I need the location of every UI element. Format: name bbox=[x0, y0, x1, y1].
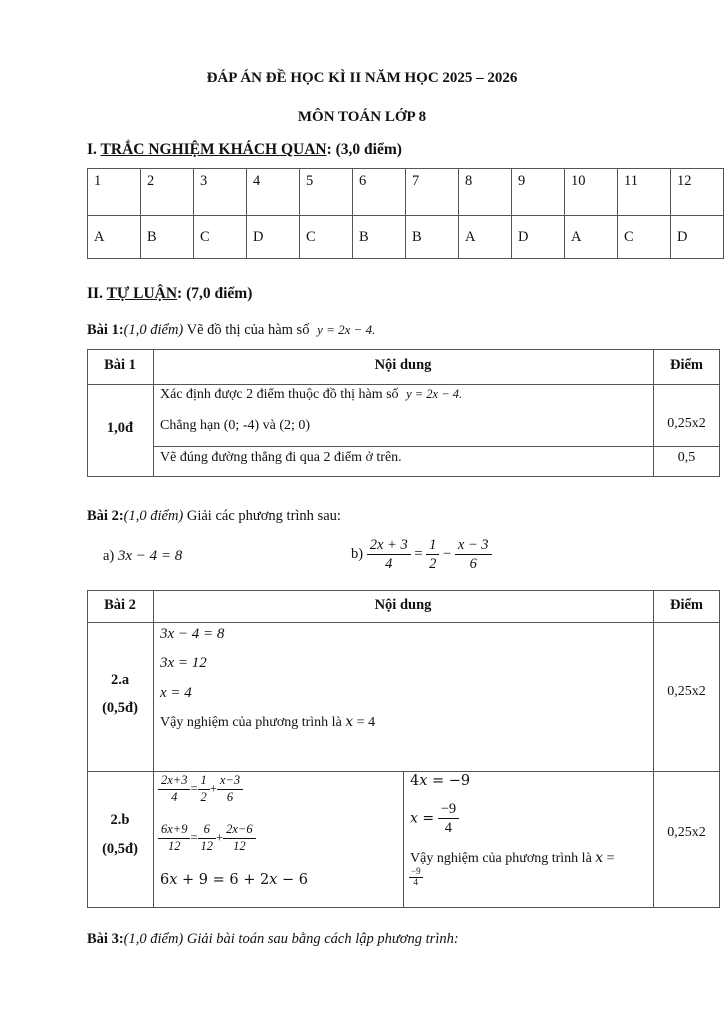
row-text: Xác định được 2 điểm thuộc đồ thị hàm số bbox=[160, 387, 399, 402]
section-2-points: : (7,0 điểm) bbox=[177, 285, 253, 302]
row-score: 0,25x2 bbox=[667, 684, 706, 699]
denominator: 6 bbox=[226, 789, 234, 804]
solution-step: 4𝑥 = −9 bbox=[410, 773, 471, 789]
problem-3-text: (1,0 điểm) Giải bài toán sau bằng cách lập phương trình: bbox=[123, 931, 459, 947]
problem-1-statement bbox=[87, 322, 375, 339]
section-2-title: TỰ LUẬN bbox=[106, 285, 178, 302]
denominator: 4 bbox=[385, 556, 393, 573]
question-number: 8 bbox=[459, 169, 512, 216]
solution-step bbox=[158, 773, 243, 805]
answer-cell: D bbox=[671, 216, 724, 259]
denominator: 2 bbox=[429, 556, 437, 573]
denominator: 4 bbox=[413, 876, 419, 887]
answer-key-table bbox=[87, 168, 724, 259]
row-formula: y = 2x − 4. bbox=[406, 387, 463, 401]
question-number: 9 bbox=[512, 169, 565, 216]
section-1-points: : (3,0 điểm) bbox=[326, 141, 402, 158]
part-2a-points: (0,5đ) bbox=[102, 700, 138, 716]
problem-1-col-header: Bài 1 bbox=[104, 357, 136, 373]
problem-3-statement bbox=[87, 931, 459, 948]
problem-1-formula: y = 2x − 4. bbox=[317, 322, 376, 337]
fraction bbox=[438, 800, 459, 837]
answer-row bbox=[88, 216, 724, 259]
page-subtitle: MÔN TOÁN LỚP 8 bbox=[297, 109, 427, 125]
numerator: −9 bbox=[438, 800, 459, 819]
equals-sign: = bbox=[414, 546, 423, 563]
solution-step: 6𝑥 + 9 = 6 + 2𝑥 − 6 bbox=[160, 872, 308, 888]
fraction bbox=[409, 867, 423, 888]
fraction bbox=[367, 536, 411, 573]
fraction bbox=[158, 773, 190, 805]
denominator: 12 bbox=[233, 838, 246, 853]
fraction bbox=[426, 536, 439, 573]
numerator: x−3 bbox=[217, 773, 243, 790]
answer-cell: C bbox=[194, 216, 247, 259]
question-number: 4 bbox=[247, 169, 300, 216]
numerator: −9 bbox=[411, 866, 421, 876]
content-col-header: Nội dung bbox=[374, 357, 432, 373]
denominator: 2 bbox=[200, 789, 207, 804]
question-number: 12 bbox=[671, 169, 724, 216]
problem-2-label: Bài 2: bbox=[87, 508, 124, 524]
section-1-prefix: I. bbox=[87, 141, 97, 158]
table-divider bbox=[653, 590, 654, 908]
section-2-prefix: II. bbox=[87, 285, 103, 302]
fraction bbox=[223, 822, 255, 854]
table-divider bbox=[153, 590, 154, 908]
solution-step bbox=[158, 822, 256, 854]
fraction bbox=[158, 822, 190, 854]
question-number: 2 bbox=[141, 169, 194, 216]
table-divider bbox=[87, 384, 720, 385]
fraction bbox=[198, 822, 217, 854]
section-1-title: TRẮC NGHIỆM KHÁCH QUAN bbox=[100, 141, 327, 158]
equation-text: 3x − 4 = 8 bbox=[117, 548, 183, 564]
row-score: 0,25x2 bbox=[667, 416, 706, 431]
plus-sign: + bbox=[216, 830, 224, 845]
solution-step: 3x = 12 bbox=[160, 655, 207, 671]
answer-cell: A bbox=[565, 216, 618, 259]
problem-2-col-header: Bài 2 bbox=[104, 597, 136, 613]
score-col-header: Điểm bbox=[669, 597, 703, 613]
table-divider bbox=[153, 446, 720, 447]
problem-1-points: (1,0 điểm) bbox=[123, 322, 184, 338]
problem-1-score-total: 1,0đ bbox=[106, 420, 134, 436]
answer-cell: B bbox=[353, 216, 406, 259]
denominator: 12 bbox=[200, 838, 214, 853]
problem-3-label: Bài 3: bbox=[87, 931, 124, 947]
question-number: 10 bbox=[565, 169, 618, 216]
equals-sign: = bbox=[190, 781, 198, 796]
problem-1-text: Vẽ đồ thị của hàm số bbox=[186, 322, 310, 338]
row-score: 0,25x2 bbox=[667, 825, 706, 840]
question-number: 7 bbox=[406, 169, 459, 216]
problem-1-row2-text: Vẽ đúng đường thẳng đi qua 2 điểm ở trên. bbox=[160, 450, 402, 465]
numerator: 6 bbox=[198, 822, 217, 839]
answer-cell: C bbox=[618, 216, 671, 259]
problem-2-statement bbox=[87, 508, 341, 525]
problem-1-row1-example: Chẳng hạn (0; -4) và (2; 0) bbox=[160, 418, 311, 433]
fraction bbox=[455, 536, 492, 573]
problem-2b-equation bbox=[351, 536, 492, 573]
denominator: 6 bbox=[469, 556, 477, 573]
numerator: 2x + 3 bbox=[367, 536, 411, 555]
question-number: 5 bbox=[300, 169, 353, 216]
part-2b-points: (0,5đ) bbox=[102, 841, 138, 857]
lhs-text: 𝑥 = bbox=[410, 810, 435, 827]
numerator: 2x+3 bbox=[158, 773, 190, 790]
answer-cell: D bbox=[512, 216, 565, 259]
numerator: 1 bbox=[198, 773, 210, 790]
question-number: 3 bbox=[194, 169, 247, 216]
numerator: x − 3 bbox=[455, 536, 492, 555]
denominator: 4 bbox=[444, 820, 453, 837]
question-number: 11 bbox=[618, 169, 671, 216]
answer-cell: A bbox=[88, 216, 141, 259]
problem-2-text: Giải các phương trình sau: bbox=[186, 508, 341, 524]
denominator: 4 bbox=[171, 789, 178, 804]
problem-2-points: (1,0 điểm) bbox=[123, 508, 184, 524]
fraction bbox=[217, 773, 243, 805]
page-title: ĐÁP ÁN ĐỀ HỌC KÌ II NĂM HỌC 2025 – 2026 bbox=[206, 70, 518, 86]
solution-conclusion: Vậy nghiệm của phương trình là 𝑥 = bbox=[410, 851, 615, 866]
score-col-header: Điểm bbox=[669, 357, 703, 373]
answer-cell: B bbox=[406, 216, 459, 259]
row-score: 0,5 bbox=[677, 450, 696, 465]
answer-cell: A bbox=[459, 216, 512, 259]
numerator: 2x−6 bbox=[223, 822, 255, 839]
denominator: 12 bbox=[167, 838, 181, 853]
numerator: 1 bbox=[426, 536, 439, 555]
answer-cell: B bbox=[141, 216, 194, 259]
content-col-header: Nội dung bbox=[374, 597, 432, 613]
table-divider bbox=[87, 622, 720, 623]
solution-step bbox=[410, 800, 459, 837]
answer-cell: C bbox=[300, 216, 353, 259]
numerator: 6x+9 bbox=[158, 822, 190, 839]
plus-sign: + bbox=[209, 781, 217, 796]
table-divider bbox=[403, 771, 404, 908]
problem-1-label: Bài 1: bbox=[87, 322, 124, 338]
section-2-heading bbox=[87, 285, 252, 303]
answer-cell: D bbox=[247, 216, 300, 259]
fraction bbox=[198, 773, 210, 805]
problem-2a-equation bbox=[103, 548, 182, 565]
solution-step: 3x − 4 = 8 bbox=[160, 626, 225, 642]
question-number: 1 bbox=[88, 169, 141, 216]
solution-conclusion: Vậy nghiệm của phương trình là 𝑥 = 4 bbox=[160, 715, 376, 730]
part-label: b) bbox=[351, 546, 364, 563]
equals-sign: = bbox=[190, 830, 198, 845]
part-2b-label: 2.b bbox=[110, 812, 130, 828]
problem-1-row1-text bbox=[160, 387, 462, 403]
part-2a-label: 2.a bbox=[110, 672, 130, 688]
part-label: a) bbox=[103, 548, 115, 564]
minus-sign: − bbox=[443, 546, 452, 563]
question-number: 6 bbox=[353, 169, 406, 216]
section-1-heading bbox=[87, 141, 402, 159]
solution-step: x = 4 bbox=[160, 685, 192, 701]
question-number-row bbox=[88, 169, 724, 216]
